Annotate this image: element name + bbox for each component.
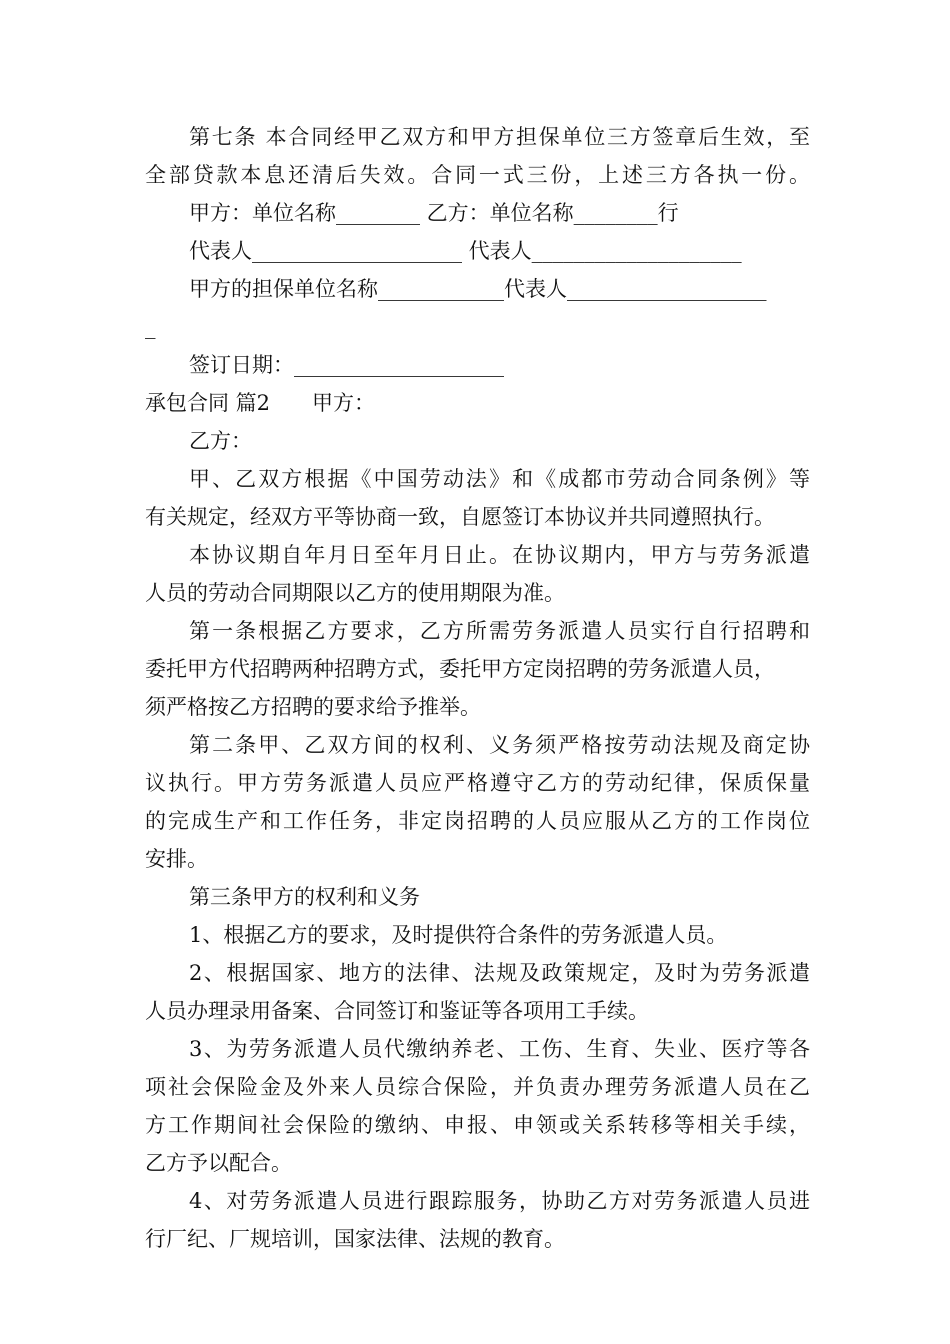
text-line: 须严格按乙方招聘的要求给予推举。: [145, 695, 481, 719]
text-line: 方工作期间社会保险的缴纳、申报、申领或关系转移等相关手续，: [145, 1113, 810, 1137]
list-item: 4、对劳务派遣人员进行跟踪服务，协助乙方对劳务派遣人员进: [189, 1189, 810, 1213]
text-line: 有关规定，经双方平等协商一致，自愿签订本协议并共同遵照执行。: [145, 505, 775, 529]
text-line: 的完成生产和工作任务，非定岗招聘的人员应服从乙方的工作岗位: [145, 809, 810, 833]
article-heading: 第三条甲方的权利和义务: [189, 885, 420, 909]
section-heading: 承包合同 篇2 甲方：: [145, 391, 376, 415]
text-line: 第二条甲、乙双方间的权利、义务须严格按劳动法规及商定协: [189, 733, 810, 757]
text-line: 人员的劳动合同期限以乙方的使用期限为准。: [145, 581, 565, 605]
document-body: [145, 118, 810, 1258]
list-item: 3、为劳务派遣人员代缴纳养老、工伤、生育、失业、医疗等各: [189, 1037, 810, 1061]
signature-line: 代表人____________________ 代表人____________________: [189, 239, 742, 263]
text-line: 安排。: [145, 847, 208, 871]
text-line: 第一条根据乙方要求，乙方所需劳务派遣人员实行自行招聘和: [189, 619, 810, 643]
party-b-label: 乙方：: [189, 429, 252, 453]
list-item: 1、根据乙方的要求，及时提供符合条件的劳务派遣人员。: [189, 923, 728, 947]
text-line: 议执行。甲方劳务派遣人员应严格遵守乙方的劳动纪律，保质保量: [145, 771, 810, 795]
text-line: 第七条 本合同经甲乙双方和甲方担保单位三方签章后生效，至: [189, 125, 810, 149]
text-line: 人员办理录用备案、合同签订和鉴证等各项用工手续。: [145, 999, 649, 1023]
signature-line: _: [145, 315, 156, 339]
signature-line: 甲方的担保单位名称____________代表人___________________: [189, 277, 767, 301]
signing-date-line: 签订日期：____________________: [189, 353, 504, 377]
text-line: 全部贷款本息还清后失效。合同一式三份，上述三方各执一份。: [145, 163, 810, 187]
text-line: 甲、乙双方根据《中国劳动法》和《成都市劳动合同条例》等: [189, 467, 810, 491]
text-line: 项社会保险金及外来人员综合保险，并负责办理劳务派遣人员在乙: [145, 1075, 810, 1099]
text-line: 行厂纪、厂规培训，国家法律、法规的教育。: [145, 1227, 565, 1251]
text-line: 本协议期自年月日至年月日止。在协议期内，甲方与劳务派遣: [189, 543, 810, 567]
text-line: 乙方予以配合。: [145, 1151, 292, 1175]
signature-line: 甲方：单位名称________ 乙方：单位名称________行: [189, 201, 679, 225]
text-line: 委托甲方代招聘两种招聘方式，委托甲方定岗招聘的劳务派遣人员，: [145, 657, 775, 681]
list-item: 2、根据国家、地方的法律、法规及政策规定，及时为劳务派遣: [189, 961, 810, 985]
